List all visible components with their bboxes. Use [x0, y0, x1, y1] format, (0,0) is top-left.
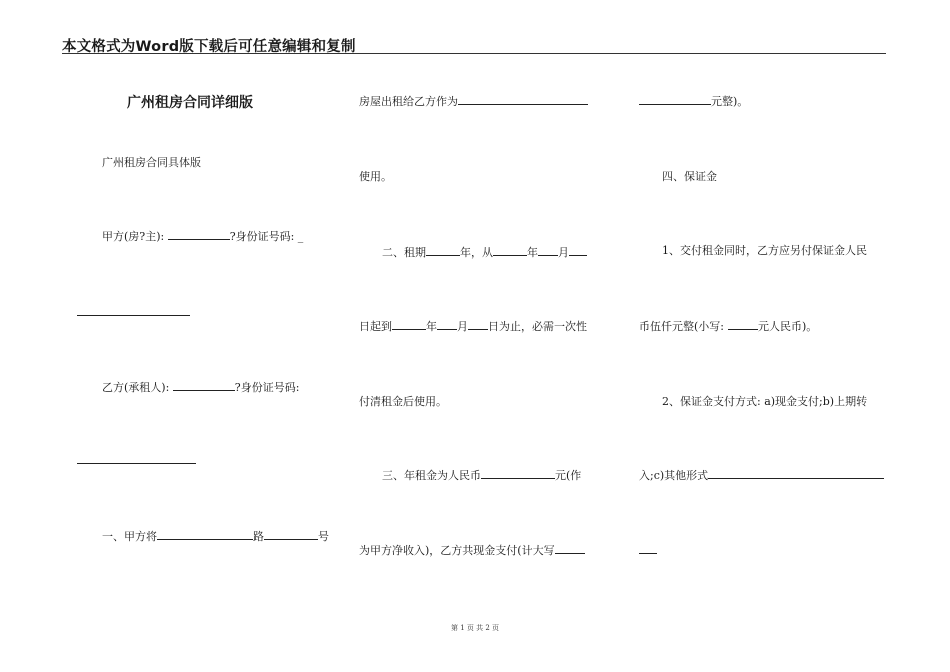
column-3 — [630, 0, 930, 672]
start-year-blank — [493, 245, 527, 256]
other-method-blank-continued — [639, 553, 657, 554]
party-a-line — [102, 228, 303, 244]
other-method-line — [639, 467, 884, 483]
deposit-amount-text: 币伍仟元整(小写: — [639, 320, 724, 333]
col2-line-2: 使用。 — [359, 170, 392, 183]
col2-line-5: 付清租金后使用。 — [359, 395, 447, 408]
deposit-heading: 四、保证金 — [662, 170, 717, 183]
lease-end-text: 日起到 — [359, 320, 392, 333]
page-number: 第 1 页 共 2 页 — [450, 624, 500, 632]
annual-rent-blank — [481, 468, 555, 479]
years-blank — [426, 245, 460, 256]
start-day-blank — [569, 245, 587, 256]
other-method-text: 入;c)其他形式 — [639, 469, 709, 482]
end-month-text: 月 — [457, 320, 468, 333]
end-year-text: 年 — [426, 320, 437, 333]
clause-1-text-c: 号 — [318, 530, 329, 543]
document-title: 广州租房合同详细版 — [127, 95, 253, 111]
party-a-label: 甲方(房?主): — [102, 230, 165, 243]
annual-rent-unit: 元(作 — [555, 469, 582, 482]
end-month-blank — [437, 319, 457, 330]
end-day-text: 日为止，必需一次性 — [488, 320, 587, 333]
number-blank — [264, 529, 318, 540]
deposit-unit-text: 元人民币)。 — [758, 320, 818, 333]
cash-amount-blank — [555, 543, 585, 554]
deposit-clause-2: 2、保证金支付方式: a)现金支付;b)上期转 — [662, 395, 868, 408]
start-month-blank — [538, 245, 558, 256]
col3-line-1 — [639, 93, 748, 109]
party-b-id-label: ?身份证号码: — [234, 381, 300, 394]
road-blank — [157, 529, 253, 540]
document-header-text: 本文格式为Word版下载后可任意编辑和复制 — [62, 39, 356, 55]
lease-from-text: 年，从 — [460, 246, 493, 259]
end-day-blank — [468, 319, 488, 330]
amount-words-blank — [639, 94, 711, 105]
party-a-id-tail: _ — [297, 230, 304, 243]
cash-payment-text: 为甲方净收入)，乙方共现金支付(计大写 — [359, 544, 555, 557]
use-purpose-text: 房屋出租给乙方作为 — [359, 95, 458, 108]
year-text: 年 — [527, 246, 538, 259]
lease-end-line — [359, 318, 587, 334]
deposit-amount-blank — [728, 319, 758, 330]
amount-unit-text: 元整)。 — [711, 95, 749, 108]
clause-1-line — [102, 528, 329, 544]
party-b-name-blank — [173, 380, 235, 391]
annual-rent-label: 三、年租金为人民币 — [382, 469, 481, 482]
end-year-blank — [392, 319, 426, 330]
month-text: 月 — [558, 246, 569, 259]
column-2 — [340, 0, 630, 672]
other-method-blank — [708, 468, 884, 479]
annual-rent-line — [382, 467, 581, 483]
party-a-name-blank — [168, 229, 230, 240]
lease-term-line — [382, 244, 587, 260]
col2-line-1 — [359, 93, 588, 109]
party-b-label: 乙方(承租人): — [102, 381, 170, 394]
deposit-amount-line — [639, 318, 817, 334]
clause-1-text-b: 路 — [253, 530, 264, 543]
party-a-id-label: ?身份证号码: — [229, 230, 295, 243]
party-b-id-blank — [77, 463, 196, 464]
document-subtitle: 广州租房合同具体版 — [102, 156, 201, 169]
cash-payment-line — [359, 542, 585, 558]
column-1 — [0, 0, 340, 672]
deposit-clause-1: 1、交付租金同时，乙方应另付保证金人民 — [662, 244, 867, 257]
lease-term-label: 二、租期 — [382, 246, 426, 259]
party-a-id-blank — [77, 315, 190, 316]
clause-1-text-a: 一、甲方将 — [102, 530, 157, 543]
party-b-line — [102, 379, 299, 395]
use-purpose-blank — [458, 94, 588, 105]
